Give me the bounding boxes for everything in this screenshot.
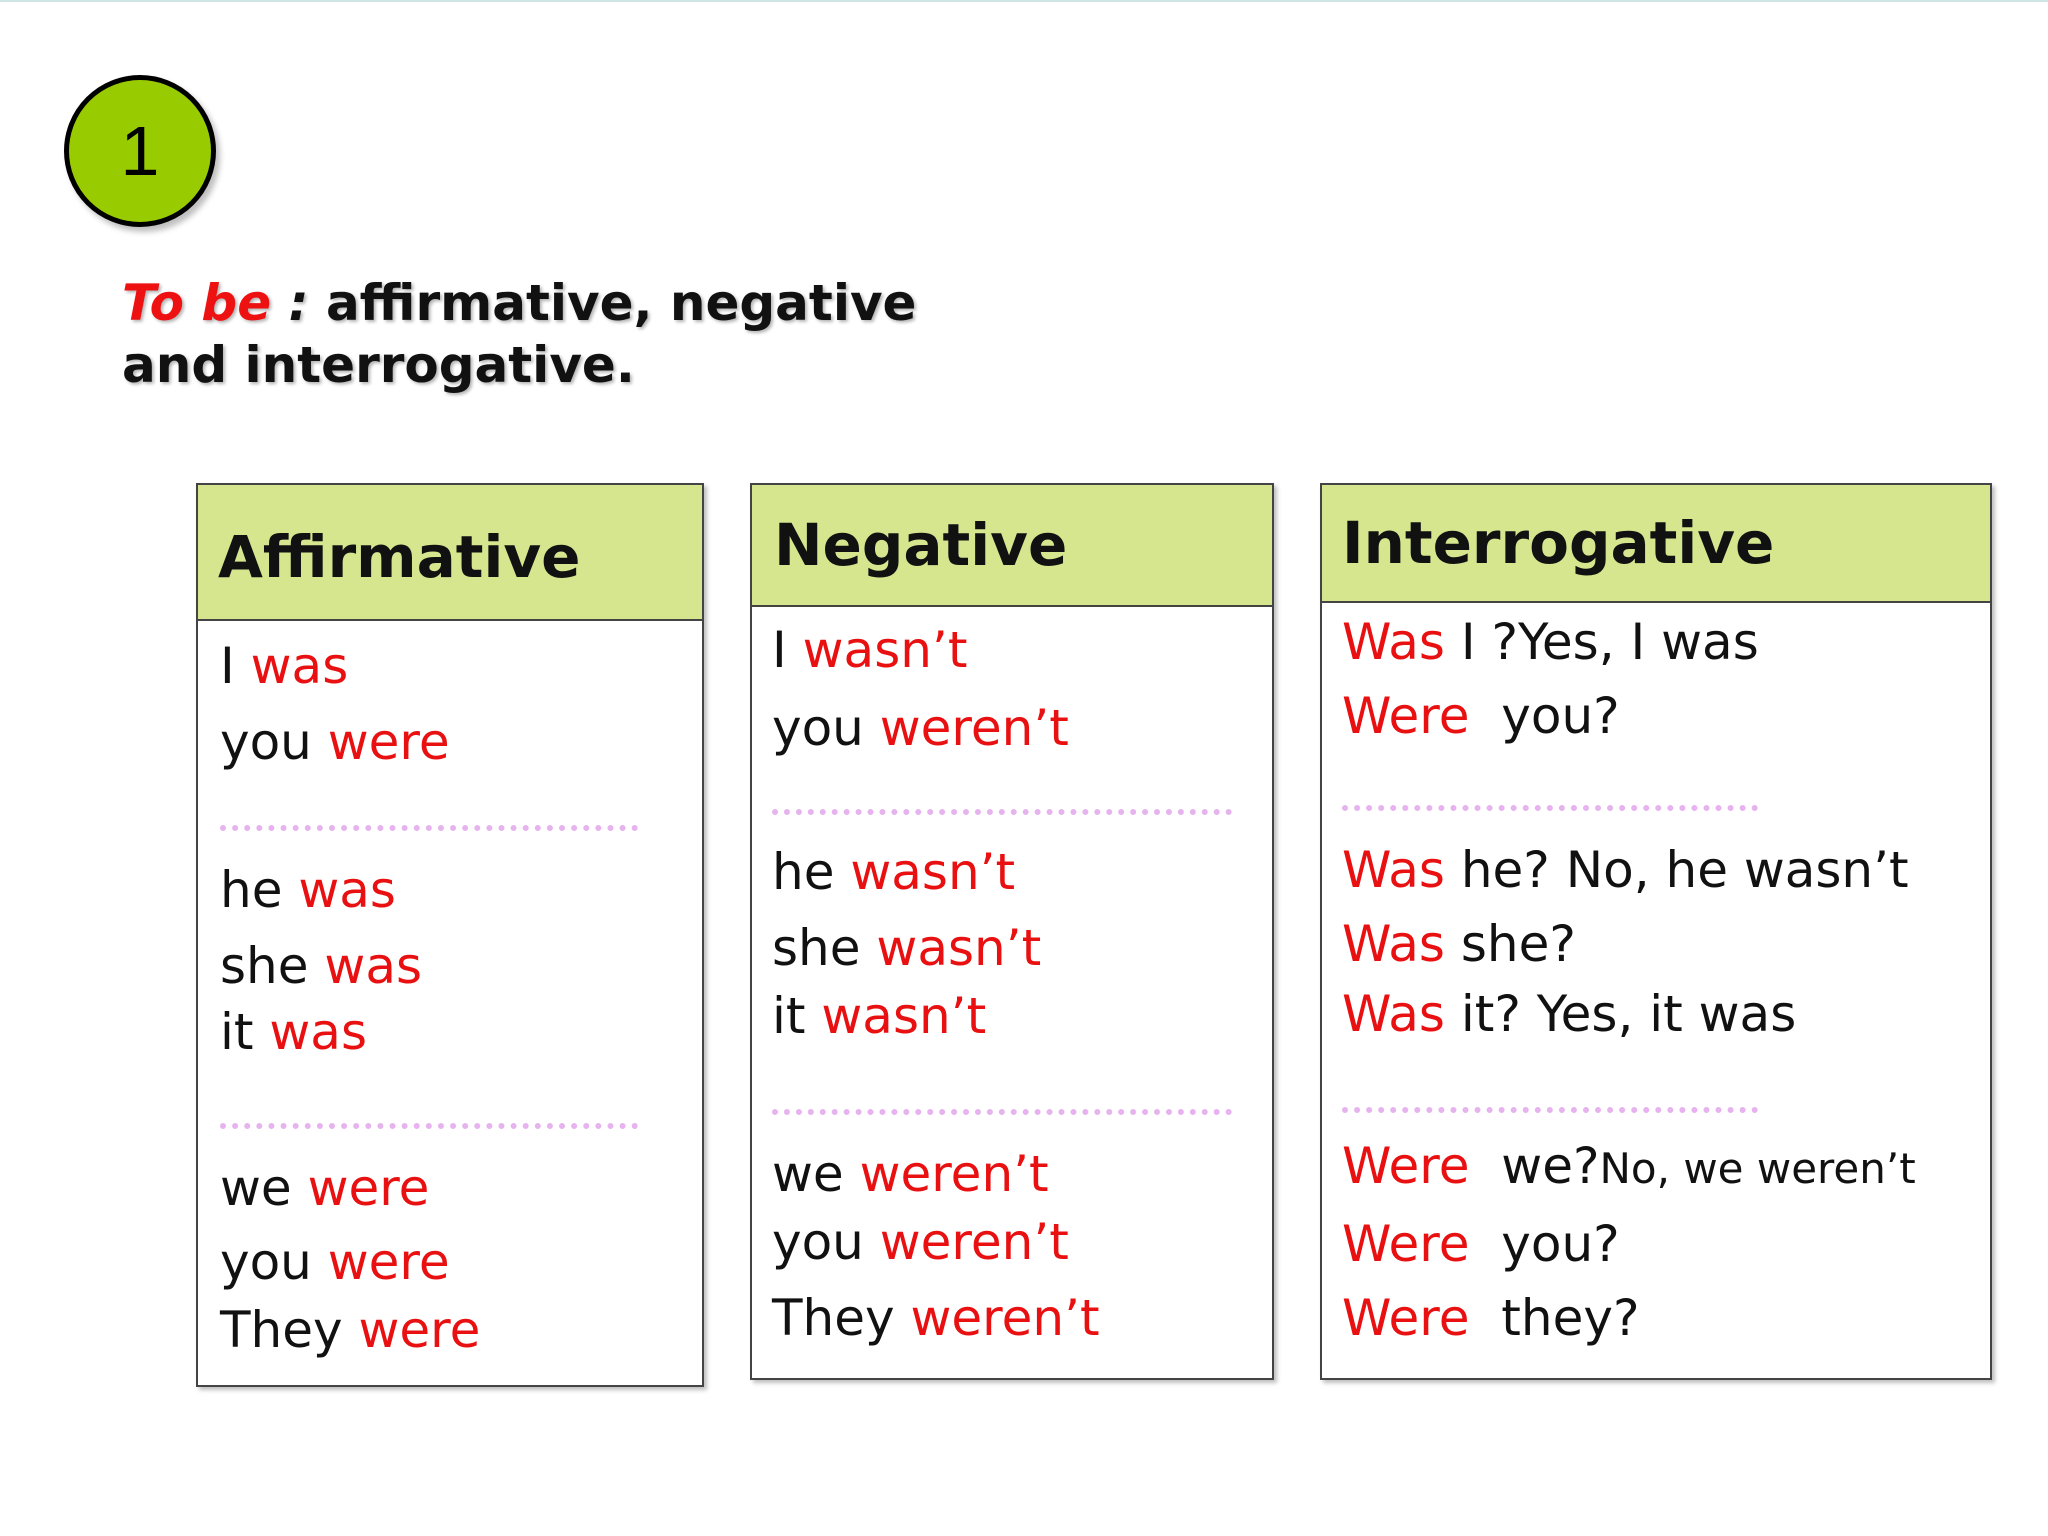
pronoun: you bbox=[772, 1213, 864, 1271]
verb: was bbox=[298, 861, 396, 919]
table-row bbox=[220, 637, 349, 695]
dotted-divider bbox=[772, 1109, 1232, 1115]
question: she? bbox=[1460, 915, 1576, 973]
verb: Was bbox=[1342, 841, 1445, 899]
question: you? bbox=[1501, 687, 1620, 745]
table-row bbox=[220, 1301, 481, 1359]
question: it? Yes, it was bbox=[1460, 985, 1797, 1043]
pronoun: you bbox=[220, 1233, 312, 1291]
pronoun: he bbox=[220, 861, 283, 919]
question: I ?Yes, I was bbox=[1460, 613, 1759, 671]
verb: Was bbox=[1342, 613, 1445, 671]
table-row bbox=[772, 1145, 1049, 1203]
dotted-divider bbox=[772, 809, 1232, 815]
affirmative-title: Affirmative bbox=[218, 523, 581, 591]
top-border-line bbox=[0, 0, 2048, 2]
table-row bbox=[772, 843, 1016, 901]
table-row bbox=[220, 1159, 430, 1217]
verb: Was bbox=[1342, 985, 1445, 1043]
negative-title: Negative bbox=[774, 511, 1068, 579]
verb: wasn’t bbox=[850, 843, 1016, 901]
step-number-badge bbox=[64, 75, 216, 227]
table-row bbox=[220, 1003, 367, 1061]
verb: weren’t bbox=[859, 1145, 1049, 1203]
table-row bbox=[772, 1289, 1100, 1347]
verb: wasn’t bbox=[876, 919, 1042, 977]
question: they? bbox=[1501, 1289, 1640, 1347]
affirmative-header bbox=[198, 485, 702, 621]
table-row bbox=[772, 919, 1042, 977]
verb: were bbox=[327, 1233, 450, 1291]
table-row bbox=[1342, 915, 1576, 973]
table-row bbox=[220, 861, 396, 919]
table-row bbox=[220, 937, 423, 995]
verb: Were bbox=[1342, 1137, 1470, 1195]
table-row bbox=[1342, 613, 1759, 671]
affirmative-table bbox=[196, 483, 704, 1387]
heading-line-2: and interrogative. bbox=[122, 336, 635, 394]
dotted-divider bbox=[220, 825, 638, 831]
negative-table bbox=[750, 483, 1274, 1380]
table-row bbox=[772, 621, 968, 679]
heading-rest-1: affirmative, negative bbox=[308, 274, 917, 332]
pronoun: you bbox=[220, 713, 312, 771]
verb: were bbox=[327, 713, 450, 771]
pronoun: you bbox=[772, 699, 864, 757]
negative-header bbox=[752, 485, 1272, 607]
heading-line-1 bbox=[122, 272, 916, 334]
verb: was bbox=[269, 1003, 367, 1061]
pronoun: I bbox=[220, 637, 235, 695]
table-row bbox=[772, 699, 1069, 757]
verb: Were bbox=[1342, 1289, 1470, 1347]
verb: were bbox=[307, 1159, 430, 1217]
verb: wasn’t bbox=[821, 987, 987, 1045]
pronoun: we bbox=[772, 1145, 844, 1203]
verb: Were bbox=[1342, 1215, 1470, 1273]
step-number: 1 bbox=[120, 112, 160, 190]
table-row bbox=[1342, 841, 1909, 899]
pronoun: she bbox=[220, 937, 309, 995]
question: we? bbox=[1501, 1137, 1600, 1195]
dotted-divider bbox=[1342, 805, 1758, 811]
table-row bbox=[1342, 687, 1620, 745]
table-row bbox=[1342, 1215, 1620, 1273]
table-row bbox=[220, 1233, 450, 1291]
pronoun: it bbox=[220, 1003, 254, 1061]
table-row bbox=[220, 713, 450, 771]
verb: weren’t bbox=[879, 1213, 1069, 1271]
interrogative-header bbox=[1322, 485, 1990, 603]
pronoun: They bbox=[220, 1301, 343, 1359]
pronoun: she bbox=[772, 919, 861, 977]
pronoun: we bbox=[220, 1159, 292, 1217]
verb: was bbox=[324, 937, 423, 995]
interrogative-table bbox=[1320, 483, 1992, 1380]
verb: wasn’t bbox=[802, 621, 968, 679]
table-row bbox=[1342, 1289, 1640, 1347]
pronoun: They bbox=[772, 1289, 895, 1347]
page-heading bbox=[122, 272, 916, 396]
table-row bbox=[1342, 985, 1797, 1043]
verb: weren’t bbox=[879, 699, 1069, 757]
dotted-divider bbox=[1342, 1107, 1758, 1113]
heading-term: To be bbox=[122, 274, 272, 332]
verb: was bbox=[250, 637, 349, 695]
answer: No, we weren’t bbox=[1599, 1144, 1916, 1193]
pronoun: it bbox=[772, 987, 806, 1045]
question: he? No, he wasn’t bbox=[1460, 841, 1909, 899]
table-row bbox=[1342, 1137, 1916, 1195]
verb: Were bbox=[1342, 687, 1470, 745]
verb: weren’t bbox=[910, 1289, 1100, 1347]
verb: were bbox=[358, 1301, 481, 1359]
pronoun: I bbox=[772, 621, 787, 679]
table-row bbox=[772, 1213, 1069, 1271]
verb: Was bbox=[1342, 915, 1445, 973]
heading-colon: : bbox=[271, 274, 309, 332]
question: you? bbox=[1501, 1215, 1620, 1273]
dotted-divider bbox=[220, 1123, 638, 1129]
interrogative-title: Interrogative bbox=[1342, 509, 1775, 577]
table-row bbox=[772, 987, 987, 1045]
pronoun: he bbox=[772, 843, 835, 901]
